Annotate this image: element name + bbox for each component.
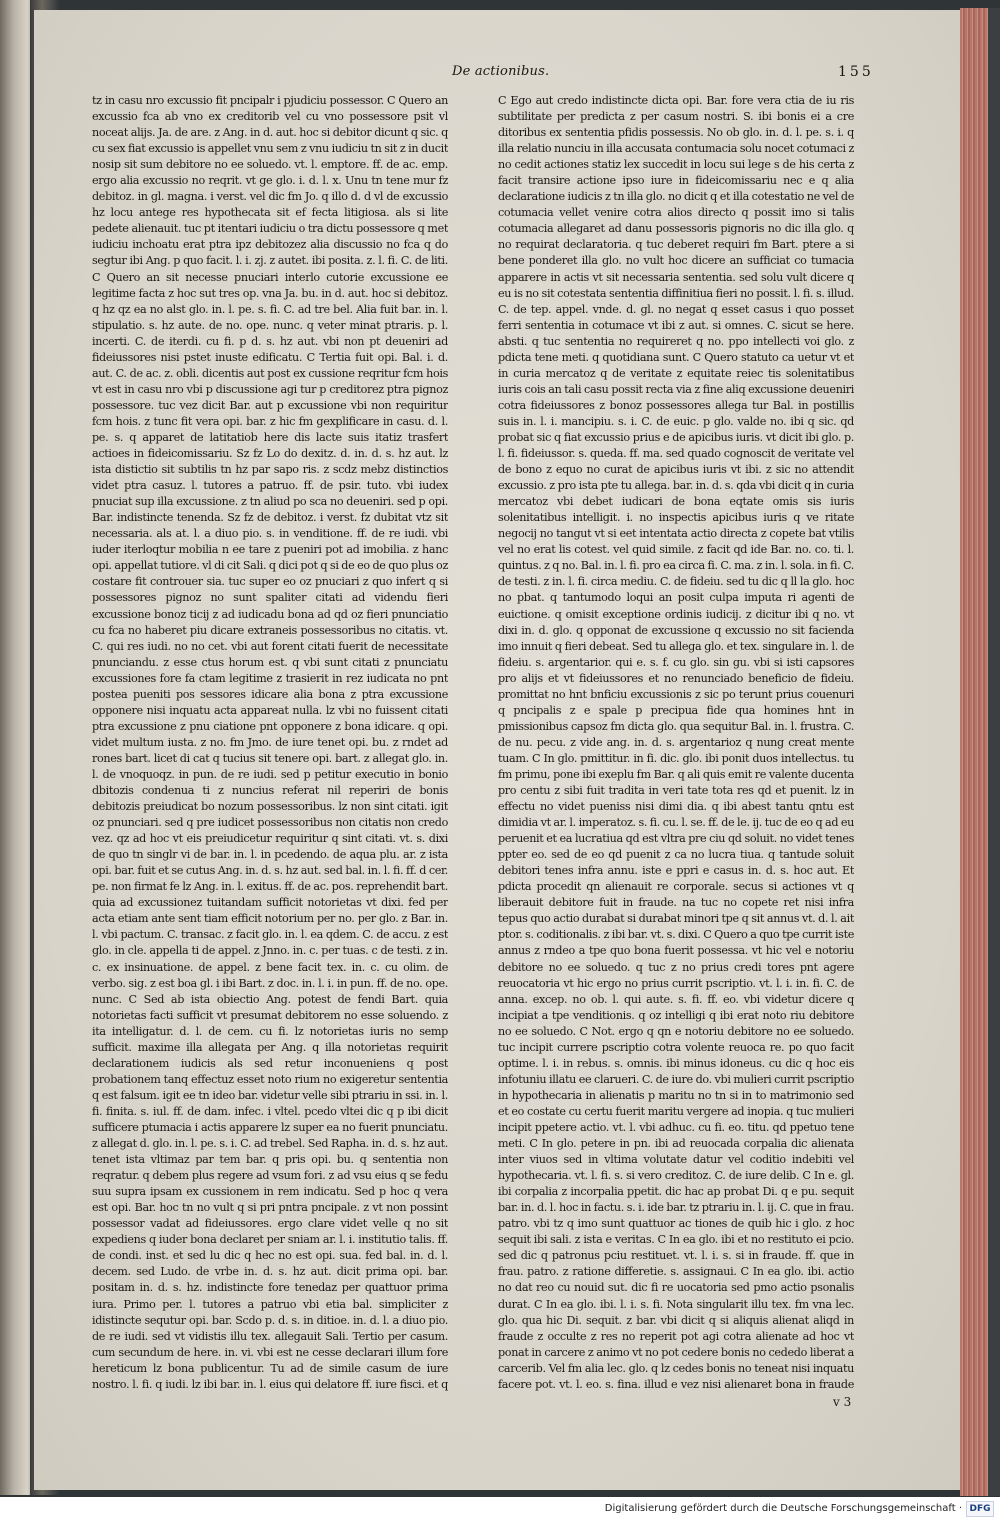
- text-column-right: [498, 93, 854, 1395]
- folio-number: 155: [838, 64, 874, 80]
- column-left-text: tz in casu nro excussio fit pncipalr i pjudiciu possessor. C Quero an excussio fca ab vno ex creditorib vel cu vno possessore psit vl noceat alijs. Ja. de are. z Ang. in d. aut. hoc si debitor dicunt q sic. q cu sex fiat excussio is appellet vnu sem z vnu iudiciu tn sit z in ducit nosip sit sum debitore no ee soluedo. vt. l. emptore. ff. de ac. emp. ergo alia excussio no reqrit. vt ge glo. i. d. l. x. Unu tn tene mur fz debitoz. in gl. magna. i verst. vel dic fm Jo. q illo d. d vl de excussio hz locu antege res hypothecata sit ef fecta litigiosa. als si lite pedete alienauit. tuc pt itentari iudiciu o tra dictu possessore q met iudiciu inchoatu erat ptra ipz debitozez alia discussio no fca q do segtur ibi Ang. p quo facit. l. i. zj. z autet. ibi posita. z. l. fi. C. de liti. C Quero an sit necesse pnuciari interlo cutorie excussione ee legitime facta z hoc sut tres op. vna Ja. bu. in d. aut. hoc si debitoz. q hz qz ea no alst glo. in. l. pe. s. fi. C. ad tre bel. Alia fuit bar. in. l. stipulatio. s. hz aute. de no. ope. nunc. q veter minat ptraris. p. l. incerti. C. de iterdi. cu fi. p d. s. hz aut. vbi non pt deueniri ad fideiussores nisi pstet inuste edificatu. C Tertia fuit opi. Bal. i. d. aut. C. de ac. z. obli. dicentis aut post ex cussione reqritur fcm hois vt est in casu nro vbi p discussione agi tur p creditorez ptra pignoz possessore. tuc vez dicit Bar. aut p excussione vbi non requiritur fcm hois. z tunc fit vera opi. bar. z hic fm gexplificare in casu. d. l. pe. s. q apparet de latitatiob here dis lacte suis itatiz trasfert actioes in fideicomissariu. Sz fz Lo do dexitz. d. in. d. s. hz aut. lz ista distictio sit subtilis tn hz par sapo ris. z scdz mebz distinctios videt ptra casuz. l. tutores a patruo. ff. de psir. tuto. vbi iudex pnuciat sup illa excussione. z tn aliud po sca no deueniri. sed p opi. Bar. indistincte tenenda. Sz fz de debitoz. i verst. fz dubitat vtz sit necessaria. als at. l. a diuo pio. s. in venditione. ff. de re iudi. vbi iuder iterloqtur mobilia n ee tare z pueniri pot ad imobilia. z hanc opi. appellat tutiore. vl di cit Sali. q dici pot q si de eo de quo plus oz costare fit controuer sia. tuc super eo oz pnuciari z quo infert q si possessores pignoz no sunt spaliter citati ad videndu fieri excussione bonoz ticij z ad iudicadu bona ad qd oz fieri pnunciatio cu fca no haberet piu dicare extraneis possessoribus no citatis. vt. C. qui res iudi. no no cet. vbi aut forent citati fuerit de necessitate pnunciandu. z esse ctus horum est. q vbi sunt citati z pnunciatu excussiones fore fa ctam legitime z trasierit in rez iudicata no pnt postea pueniti pos sessores idicare alia bona z ptra excussione opponere nisi inquatu acta appareat nulla. lz vbi no fuissent citati ptra excussione z pnu ciatione pnt opponere z bona idicare. q opi. videt multum iusta. z no. fm Jmo. de iure tenet opi. bu. z rndet ad rones bart. licet di cat q tucius sit tenere opi. bart. z allegat glo. in. l. de vnoquoqz. in pun. de re iudi. sed p petitur executio in bonio dbitozis condenua ti z nuncius referat nil reperiri de bonis debitozis preiudicat bo nozum possessoribus. lz non sint citati. igit oz pnunciari. sed q pre iudicet possessoribus non citatis non credo vez. qz ad hoc vt eis preiudicetur requiritur q sint citati. vt. s. dixi de quo tn singlr vi de bar. in. l. in pcedendo. de aqua plu. ar. z ista opi. bar. fuit et se cutus Ang. in. d. s. hz aut. sed bal. in. l. fi. ff. d cer. pe. non firmat fe lz Ang. in. l. exitus. ff. de ac. pos. reprehendit bart. quia ad excussionez tuitandam sufficit notorietas vt dixi. fed per acta etiam ante sent tiam efficit notorium per no. per glo. z Bar. in. l. vbi pactum. C. transac. z facit glo. in. l. ea qdem. C. de accu. z est glo. in cle. appella ti de appel. z Jnno. in. c. per tuas. c de testi. z in. c. ex insinuatione. de appel. z bene facit tex. in. c. cu olim. de verbo. sig. z est boa gl. i ibi Bart. z doc. in. l. i. in pun. ff. de no. ope. nunc. C Sed ab ista obiectio Ang. potest de fendi Bart. quia notorietas facti sufficit vt presumat debitorem no esse soluendo. z ita intelligatur. d. l. de cem. cu fi. lz notorietas iuris no semp sufficit. maxime illa allegata per Ang. q illa notorietas requirit declarationem iudicis als sed retur inconueniens q post probationem tanq effectuz esset noto rium no exigeretur sententia q est falsum. igit ee tn ideo bar. videtur velle sibi ptrariu in ssi. in. l. fi. finita. s. iul. ff. de dam. infec. i vltel. pcedo vltei dic q p ibi dicit sufficere ptumacia i actis apparere lz super ea no fuerit pnunciatu. z allegat d. glo. in. l. pe. s. i. C. ad trebel. Sed Rapha. in. d. s. hz aut. tenet ista vltimaz par tem bar. q pris opi. bu. q sententia non reqratur. q debem plus regere ad vsum fori. z ad vsu eius q se fedu suu supra ipsam ex cussionem in rem indicatu. Sed p hoc q vera est opi. Bar. hoc tn no vult q si pri pntra pncipale. z vt non possint possessor vadat ad fideiussores. ergo clare videt velle q no sit expediens q iuder bona declaret per sniam ar. l. i. institutio talis. ff. de condi. inst. et sed lu dic q hec no est opi. sua. fed bal. in. d. l. decem. sed Ludo. de vrbe in. d. s. hz aut. dicit prima opi. bar. positam in. d. s. hz. indistincte fore tenedaz per quattuor prima iura. Primo per. l. tutores a patruo vbi etia bal. simpliciter z idistincte sequtur opi. bar. Scdo p. d. s. in ditioe. in. d. l. a diuo pio. de re iudi. sed vt vidistis illu tex. allegauit Sali. Tertio per casum. cum secundum de here. in. vi. vbi est ne cesse declarari illum fore hereticum lz bona publicentur. Tu ad de simile casum de iure nostro. l. fi. q iudi. lz ibi bar. in. l. eius qui delatore ff. iure fisci. et q: [92, 94, 448, 1391]
- funding-credit: Digitalisierung gefördert durch die Deutsche Forschungsgemeinschaft ·: [604, 1503, 962, 1514]
- signature-mark: v 3: [833, 1395, 852, 1409]
- facing-page-edge: [0, 0, 34, 1495]
- page-stack-edge: [960, 8, 988, 1496]
- scan-border: [988, 8, 1000, 1496]
- dfg-logo-icon: DFG: [966, 1501, 994, 1517]
- running-head: De actionibus.: [452, 64, 550, 79]
- text-column-left: [92, 93, 448, 1393]
- column-right-text: C Ego aut credo indistincte dicta opi. Bar. fore vera ctia de iu ris subtilitate per predicta z per casum nostri. S. ibi bonis ei a cre ditoribus ex sententia pfidis possessis. No ob glo. in. d. l. pe. s. i. q illa relatio nunciu in illa accusata contumacia solu nocet cotumaci z no cedit actiones statiz lex succedit in locu sui lege s de his certa z facit transire actione ipso iure in fideicomissariu nec e q alia declaratione iudicis z tn illa glo. no dicit q et illa cotestatio ne vel de cotumacia vellet venire cotra alios directo q possit imo si talis cotumacia allegaret ad danu possessoris pignoris no dic illa glo. q no requirat declaratoria. q tuc deberet requiri fm Bart. ptere a si bene ponderet illa glo. no vult hoc dicere an sufficiat co tumacia apparere in actis vt sit necessaria sententia. sed solu vult dicere q eu is no sit cotestata sententia diffinitiua fieri no possit. l. fi. s. illud. C. de tep. appel. vnde. d. gl. no negat q esset casus i quo posset ferri sententia in cotumace vt ibi z aut. si omnes. C. sicut se here. absti. q tuc sententia no requireret q no. ppo intellecti voi glo. z pdicta tene meti. q quotidiana sunt. C Quero statuto ca uetur vt et in curia mercatoz q de veritate z equitate reiec tis solenitatibus iuris cois an tali casu possit recta via z fine aliq excussione deueniri cotra fideiussores z bonoz possessores allega tur Bal. in postillis suis in. l. i. mancipiu. s. i. C. de euic. p glo. valde no. ibi q sic. qd probat sic q fiat excussio prius e de apicibus iuris. vt dicit ibi glo. p. l. fi. fideiussor. s. queda. ff. ma. sed quado cognoscit de veritate vel de bono z equo no curat de apicibus iuris vt ibi. z sic no attendit excussio. z pro ista pte tu allega. bar. in. d. s. qda vbi dicit q in curia mercatoz vbi debet iudicari de bona eqtate omis sis iuris solenitatibus intelligit. i. no inspectis apicibus iuris q ve ritate negocij no tangut vt si eet intentata actio directa z copete bat vtilis vel no erat lis cotest. vel quid simile. z facit qd ide Bar. no. co. ti. l. quintus. z q no. Bal. in. l. fi. pro ea circa fi. C. ma. z in. l. sola. in fi. C. de testi. z in. l. fi. circa mediu. C. de fideiu. sed tu dic q ll la glo. hoc no pbat. q tantumodo loqui an posit culpa imputa ri agenti de euictione. q omisit exceptione ordinis iudicij. z dicitur ibi q no. vt dixi in. d. glo. q opponat de excussione q excussio no sit facienda imo innuit q fieri debeat. Sed tu allega glo. et tex. singulare in. l. de fideiu. s. argentarior. qui e. s. f. cu glo. sin gu. vbi si isti capsores pro alijs et vt fideiussores et no renunciado beneficio de fideiu. promittat no hnt bnficiu excussionis z sic po terunt prius couenuri q pncipalis z e spale p precipua fide qua homines hnt in pmissionibus capsoz fm dicta glo. qua sequitur Bal. in. l. frustra. C. de nu. pecu. z vide ang. in. d. s. argentarioz q nung creat mente tuam. C In glo. pmittitur. in fi. dic. glo. ibi ponit duos intellectus. tu fm primu, pone ibi exeplu fm Bar. q ali quis emit re valente ducenta pro centu z sibi fuit tradita in veri tate tota res qd et puenit. lz in effectu no videt pueniss nisi dimi dia. q ibi abest tantu qntu est dimidia vt ar. l. imperatoz. s. fi. cu. l. se. ff. de le. ij. tuc de eo q ad eu peruenit et ea lucratiua qd est vltra pre ciu qd soluit. no videt tenes ppter eo. sed de eo qd puenit z ca no lucra tiua. q tantude soluit debitori tenes infra annu. iste e ppri e casus in. d. s. hoc aut. Et pdicta procedit qn alienauit re corporale. secus si actiones vt q liberauit debitore fuit in fraude. na tuc no copete ret nisi infra tepus quo actio durabat si durabat minori tpe q sit annus vt. d. l. ait ptor. s. coditionalis. z ibi bar. vt. s. dixi. C Quero a quo tpe currit iste annus z rndeo a tpe quo bona fuerit possessa. vt hic vel e notoriu debitore no ee soluedo. q tuc z no prius credi tores pnt agere reuocatoria vt hic ergo no prius currit pscriptio. vt. l. i. in. fi. C. de anna. excep. no ob. l. qui aute. s. fi. ff. eo. vbi videtur dicere q incipiat a tpe venditionis. q oz intelligi q ibi erat noto riu debitore no ee soluedo. C Not. ergo q qn e notoriu debitore no ee soluedo. tuc incipit currere pscriptio cotra volente reuoca re. po quo facit optime. l. i. in rebus. s. omnis. ibi minus idoneus. cu dic q hoc eis infotuniu illatu ee clarueri. C. de iure do. vbi mulieri currit pscriptio in hypothecaria in alienatis p maritu no tn si in to matrimonio sed et eo costate cu certu fuerit maritu vergere ad inopia. q tuc mulieri incipit ppetere actio. vt. l. vbi adhuc. cu fi. eo. titu. qd ppetuo tene meti. C In glo. petere in pn. ibi ad reuocada corpalia dic alienata inter viuos sed in vltima volutate datur vel coditio indebiti vel hypothecaria. vt. l. fi. s. si vero creditoz. C. de iure delib. C In e. gl. ibi corpalia z incorpalia ppetit. dic hac ap probat Di. q e pu. sequit bar. in. d. l. hoc in factu. s. i. ide bar. tz ptrariu in. l. ij. C. que in frau. patro. vbi tz q imo sunt quattuor ac tiones de quib hic i glo. z hoc sequit ibi sali. z ista e veritas. C In ea glo. ibi et no restituto ei pcio. sed dic q patronus pciu restituet. vt. l. i. s. si in fraude. ff. que in frau. patro. z ratione differetie. s. assignaui. C In ea glo. ibi. actio no dat reo cu nouid sut. dic fi re uocatoria sed pmo actio psonalis durat. C In ea glo. ibi. l. i. s. fi. Nota singularit illu tex. fm vna lec. glo. qua hic Di. sequit. z bar. vbi dicit q si aliquis alienat aliqd in fraude z occulte z res no reperit pot agi cotra alienate ad hoc vt ponat in carcere z animo vt no pot cedere bonis no cededo liberat a carcerib. Vel fm alia lec. glo. q lz cedes bonis no teneat nisi inquatu facere pot. vt. l. eo. s. fina. illud e vez nisi alienaret bona in fraude: [498, 94, 854, 1391]
